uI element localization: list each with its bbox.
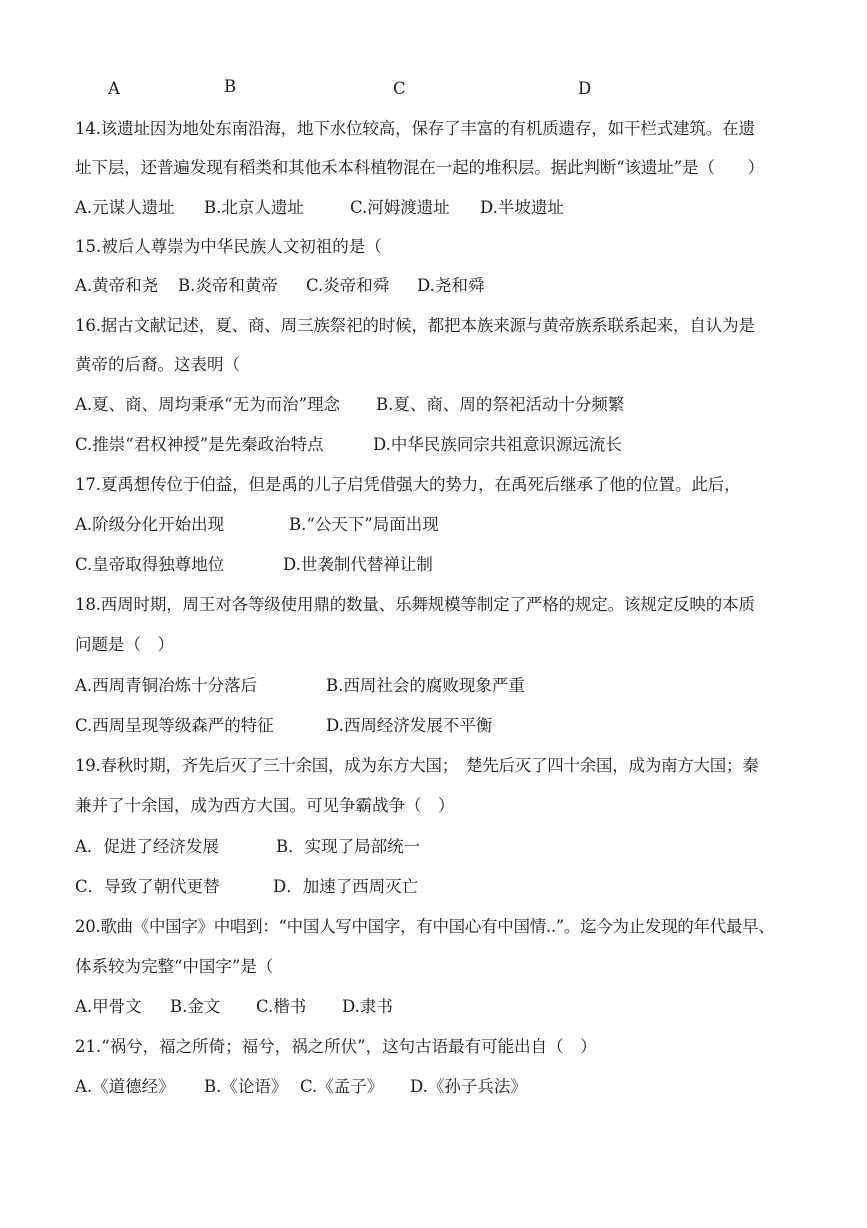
q19-option-d: D．加速了西周灭亡 bbox=[273, 877, 419, 896]
top-label-d: D bbox=[578, 79, 592, 98]
q15-option-b: B.炎帝和黄帝 bbox=[178, 276, 278, 295]
q20-option-c: C.楷书 bbox=[256, 997, 307, 1016]
q18-option-b: B.西周社会的腐败现象严重 bbox=[326, 676, 525, 695]
question-19-text: 19.春秋时期，齐先后灭了三十余国，成为东方大国； 楚先后灭了四十余国，成为南方大国；秦 bbox=[75, 756, 759, 775]
q18-option-a: A.西周青铜冶炼十分落后 bbox=[75, 676, 258, 695]
q15-option-a: A.黄帝和尧 bbox=[75, 276, 159, 295]
q16-option-d: D.中华民族同宗共祖意识源远流长 bbox=[373, 435, 622, 454]
q20-option-a: A.甲骨文 bbox=[75, 997, 142, 1016]
q17-option-b: B.“公天下”局面出现 bbox=[289, 515, 439, 534]
q14-option-a: A.元谋人遗址 bbox=[75, 198, 175, 217]
question-19-text-cont: 兼并了十余国，成为西方大国。可见争霸战争（ ） bbox=[75, 796, 455, 815]
question-20-text: 20.歌曲《中国字》中唱到：“中国人写中国字，有中国心有中国情..”。迄今为止发现的年代最早、 bbox=[75, 917, 775, 936]
question-20-text-cont: 体系较为完整“中国字”是（ bbox=[75, 957, 274, 976]
question-14-text: 14.该遗址因为地处东南沿海，地下水位较高，保存了丰富的有机质遗存，如干栏式建筑。在遗 bbox=[75, 119, 755, 138]
question-15-text: 15.被后人尊崇为中华民族人文初祖的是（ bbox=[75, 237, 382, 256]
q19-option-b: B．实现了局部统一 bbox=[276, 837, 421, 856]
q17-option-a: A.阶级分化开始出现 bbox=[75, 515, 225, 534]
q16-option-a: A.夏、商、周均秉承“无为而治”理念 bbox=[75, 395, 341, 414]
q18-option-c: C.西周呈现等级森严的特征 bbox=[75, 716, 274, 735]
q14-option-d: D.半坡遗址 bbox=[480, 198, 564, 217]
question-16-text: 16.据古文献记述，夏、商、周三族祭祀的时候，都把本族来源与黄帝族系联系起来，自认为是 bbox=[75, 316, 755, 335]
q19-option-c: C．导致了朝代更替 bbox=[75, 877, 220, 896]
q20-option-b: B.金文 bbox=[170, 997, 221, 1016]
question-18-text-cont: 问题是（ ） bbox=[75, 635, 174, 654]
question-21-text: 21.“祸兮，福之所倚；福兮，祸之所伏”，这句古语最有可能出自（ ） bbox=[75, 1037, 597, 1056]
q21-option-a: A.《道德经》 bbox=[75, 1077, 175, 1096]
q21-option-b: B.《论语》 bbox=[204, 1077, 288, 1096]
q14-option-b: B.北京人遗址 bbox=[204, 198, 304, 217]
question-17-text: 17.夏禹想传位于伯益，但是禹的儿子启凭借强大的势力，在禹死后继承了他的位置。此后， bbox=[75, 475, 741, 494]
q17-option-d: D.世袭制代替禅让制 bbox=[283, 555, 433, 574]
q16-option-c: C.推崇“君权神授”是先秦政治特点 bbox=[75, 435, 324, 454]
q15-option-c: C.炎帝和舜 bbox=[306, 276, 390, 295]
top-label-b: B bbox=[224, 77, 237, 96]
q19-option-a: A．促进了经济发展 bbox=[75, 837, 219, 856]
question-18-text: 18.西周时期，周王对各等级使用鼎的数量、乐舞规模等制定了严格的规定。该规定反映的本质 bbox=[75, 595, 755, 614]
q14-option-c: C.河姆渡遗址 bbox=[350, 198, 450, 217]
top-label-c: C bbox=[393, 79, 406, 98]
q15-option-d: D.尧和舜 bbox=[417, 276, 485, 295]
question-14-text-cont: 址下层，还普遍发现有稻类和其他禾本科植物混在一起的堆积层。据此判断“该遗址”是（ ） bbox=[75, 158, 765, 177]
question-16-text-cont: 黄帝的后裔。这表明（ bbox=[75, 355, 240, 374]
q16-option-b: B.夏、商、周的祭祀活动十分频繁 bbox=[376, 395, 625, 414]
q17-option-c: C.皇帝取得独尊地位 bbox=[75, 555, 225, 574]
q20-option-d: D.隶书 bbox=[342, 997, 393, 1016]
q21-option-d: D.《孙子兵法》 bbox=[410, 1077, 527, 1096]
top-label-a: A bbox=[108, 79, 120, 98]
q18-option-d: D.西周经济发展不平衡 bbox=[326, 716, 493, 735]
q21-option-c: C.《孟子》 bbox=[300, 1077, 384, 1096]
